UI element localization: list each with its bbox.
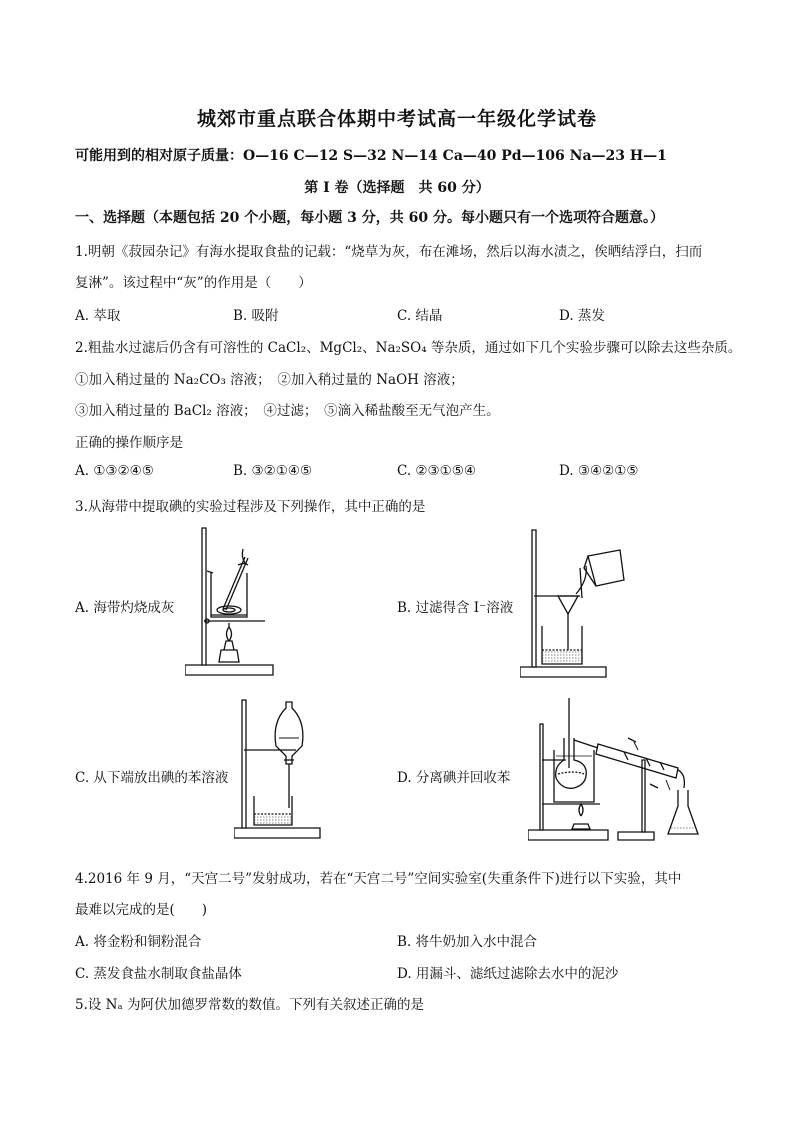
q2-option-d: D. ③④②①⑤ <box>559 463 639 479</box>
q2-stem-line4: 正确的操作顺序是 <box>75 435 183 451</box>
section1-heading: 一、选择题（本题包括 20 个小题，每小题 3 分，共 60 分。每小题只有一个选项符合题意。） <box>75 210 664 226</box>
q4-stem-line2: 最难以完成的是( ) <box>75 902 208 918</box>
q1-option-c: C. 结晶 <box>397 308 443 324</box>
q3-option-d: D. 分离碘并回收苯 <box>397 770 511 786</box>
q4-option-c: C. 蒸发食盐水制取食盐晶体 <box>75 966 242 982</box>
q2-stem-line1: 2.粗盐水过滤后仍含有可溶性的 CaCl₂、MgCl₂、Na₂SO₄ 等杂质，通过如下几个实验步骤可以除去这些杂质。 <box>75 340 742 356</box>
q3-option-a: A. 海带灼烧成灰 <box>75 600 175 616</box>
figure-c-separatory-funnel <box>234 698 329 843</box>
q1-stem-line1: 1.明朝《菽园杂记》有海水提取食盐的记载：“烧草为灰，布在滩场，然后以海水渍之，俟晒结浮白，扫而 <box>75 244 703 260</box>
q2-option-a: A. ①③②④⑤ <box>75 463 154 479</box>
q4-option-d: D. 用漏斗、滤纸过滤除去水中的泥沙 <box>397 966 619 982</box>
q2-option-b: B. ③②①④⑤ <box>233 463 313 479</box>
q1-option-a: A. 萃取 <box>75 308 121 324</box>
q4-stem-line1: 4.2016 年 9 月，“天宫二号”发射成功，若在“天宫二号”空间实验室(失重条件下)进行以下实验，其中 <box>75 871 682 887</box>
q3-option-b: B. 过滤得含 I⁻溶液 <box>397 600 514 616</box>
figure-d-distillation <box>528 698 703 846</box>
q2-stem-line2: ①加入稍过量的 Na₂CO₃ 溶液； ②加入稍过量的 NaOH 溶液； <box>75 372 464 388</box>
part1-title: 第 I 卷（选择题 共 60 分） <box>304 180 490 196</box>
q3-option-c: C. 从下端放出碘的苯溶液 <box>75 770 229 786</box>
atomic-mass-line: 可能用到的相对原子质量：O—16 C—12 S—32 N—14 Ca—40 Pd—106 Na—23 H—1 <box>75 148 667 164</box>
q1-option-d: D. 蒸发 <box>559 308 605 324</box>
q1-option-b: B. 吸附 <box>233 308 279 324</box>
q2-option-c: C. ②③①⑤④ <box>397 463 476 479</box>
q4-option-b: B. 将牛奶加入水中混合 <box>397 934 538 950</box>
q4-option-a: A. 将金粉和铜粉混合 <box>75 934 202 950</box>
q1-stem-line2: 复淋”。该过程中“灰”的作用是（ ） <box>75 275 312 291</box>
q2-stem-line3: ③加入稍过量的 BaCl₂ 溶液； ④过滤； ⑤滴入稀盐酸至无气泡产生。 <box>75 403 500 419</box>
q3-stem: 3.从海带中提取碘的实验过程涉及下列操作，其中正确的是 <box>75 499 426 515</box>
page-title: 城郊市重点联合体期中考试高一年级化学试卷 <box>196 108 597 130</box>
figure-a-burning-kelp <box>185 525 275 680</box>
figure-b-filtration <box>520 528 632 683</box>
q5-stem: 5.设 Nₐ 为阿伏加德罗常数的数值。下列有关叙述正确的是 <box>75 997 424 1013</box>
